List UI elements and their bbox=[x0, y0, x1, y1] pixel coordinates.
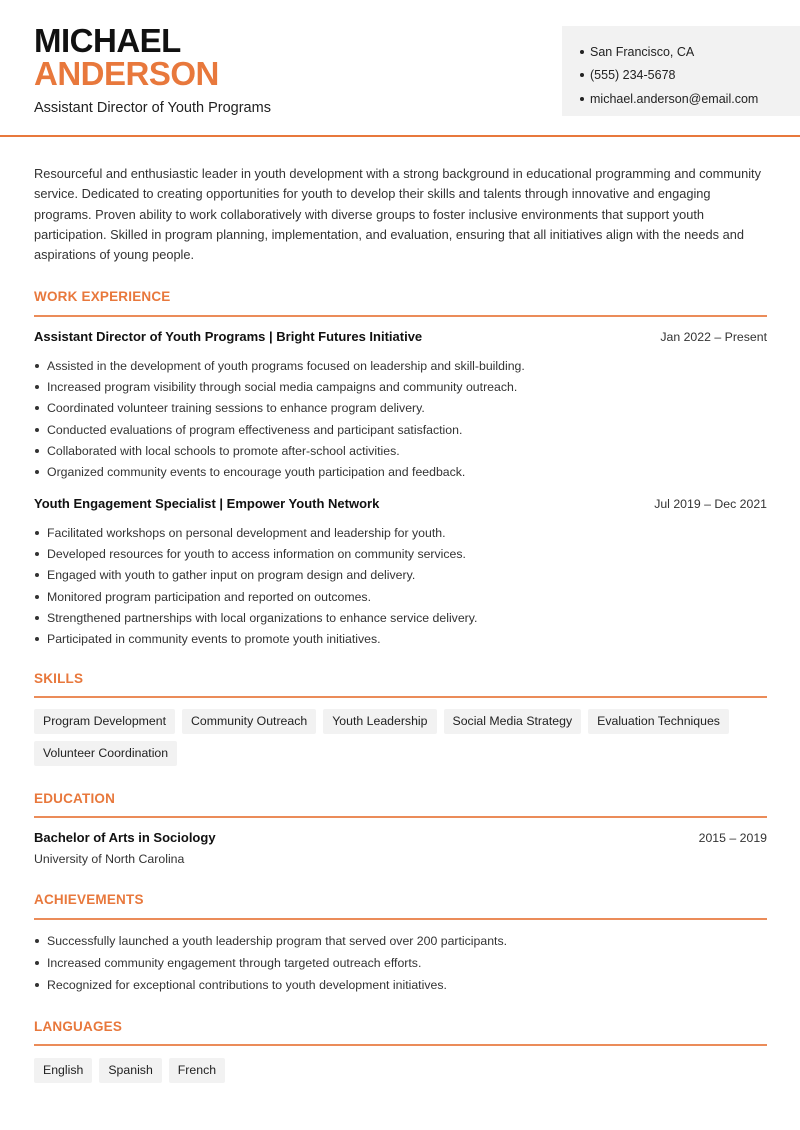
section-title-education: EDUCATION bbox=[34, 791, 116, 806]
job-bullets bbox=[34, 522, 767, 650]
contact-location: San Francisco, CA bbox=[580, 40, 800, 64]
contact-phone: (555) 234-5678 bbox=[580, 64, 800, 88]
bullet-icon bbox=[35, 939, 39, 943]
job-entry-date: Jul 2019 – Dec 2021 bbox=[654, 497, 767, 511]
list-item: Facilitated workshops on personal development and leadership for youth. bbox=[34, 522, 767, 543]
list-item: Monitored program participation and reported on outcomes. bbox=[34, 586, 767, 607]
bullet-icon bbox=[35, 616, 39, 620]
bullet-icon bbox=[35, 595, 39, 599]
list-item: Collaborated with local schools to promote after-school activities. bbox=[34, 440, 767, 461]
skill-tag: Volunteer Coordination bbox=[34, 741, 177, 766]
skill-tag: Evaluation Techniques bbox=[588, 709, 729, 734]
section-title-work: WORK EXPERIENCE bbox=[34, 289, 171, 304]
degree-title: Bachelor of Arts in Sociology bbox=[34, 830, 216, 845]
job-entry-title: Youth Engagement Specialist | Empower Youth Network bbox=[34, 496, 380, 511]
skill-tag: Youth Leadership bbox=[323, 709, 436, 734]
school-name: University of North Carolina bbox=[34, 852, 185, 866]
job-entry bbox=[34, 329, 767, 483]
section-title-achievements: ACHIEVEMENTS bbox=[34, 892, 144, 907]
bullet-icon bbox=[35, 983, 39, 987]
bullet-icon bbox=[35, 428, 39, 432]
section-divider bbox=[34, 696, 767, 698]
education-entry bbox=[34, 830, 767, 866]
contact-box bbox=[562, 26, 800, 116]
achievements-list bbox=[34, 930, 767, 996]
summary-paragraph: Resourceful and enthusiastic leader in youth development with a strong background in educational programming and community service. Dedicated to creating opportunities for youth to develop their skills and talents through innovative and engaging programs. Proven ability to work collaboratively with diverse groups to foster inclusive environments that support youth participation. Skilled in program planning, implementation, and evaluation, ensuring that all initiatives align with the needs and aspirations of young people. bbox=[34, 166, 761, 263]
bullet-icon bbox=[35, 531, 39, 535]
list-item: Increased program visibility through social media campaigns and community outreach. bbox=[34, 376, 767, 397]
first-name: MICHAEL bbox=[34, 22, 181, 59]
job-entry bbox=[34, 496, 767, 650]
list-item: Conducted evaluations of program effectiveness and participant satisfaction. bbox=[34, 419, 767, 440]
skills-list bbox=[34, 709, 767, 766]
bullet-icon bbox=[580, 97, 584, 101]
bullet-icon bbox=[580, 50, 584, 54]
section-divider bbox=[34, 315, 767, 317]
skill-tag: Community Outreach bbox=[182, 709, 316, 734]
job-entry-title: Assistant Director of Youth Programs | Bright Futures Initiative bbox=[34, 329, 423, 344]
list-item: Strengthened partnerships with local organizations to enhance service delivery. bbox=[34, 607, 767, 628]
job-title: Assistant Director of Youth Programs bbox=[34, 100, 271, 116]
list-item: Organized community events to encourage youth participation and feedback. bbox=[34, 461, 767, 482]
bullet-icon bbox=[35, 573, 39, 577]
bullet-icon bbox=[35, 406, 39, 410]
bullet-icon bbox=[35, 364, 39, 368]
job-entry-date: Jan 2022 – Present bbox=[660, 330, 767, 344]
section-title-skills: SKILLS bbox=[34, 671, 84, 686]
bullet-icon bbox=[35, 449, 39, 453]
list-item: Developed resources for youth to access information on community services. bbox=[34, 543, 767, 564]
language-tag: French bbox=[169, 1058, 225, 1083]
bullet-icon bbox=[35, 385, 39, 389]
section-divider bbox=[34, 918, 767, 920]
job-bullets bbox=[34, 355, 767, 483]
last-name: ANDERSON bbox=[34, 55, 219, 92]
education-date: 2015 – 2019 bbox=[698, 831, 767, 845]
bullet-icon bbox=[35, 470, 39, 474]
list-item: Engaged with youth to gather input on program design and delivery. bbox=[34, 565, 767, 586]
section-title-languages: LANGUAGES bbox=[34, 1019, 123, 1034]
section-divider bbox=[34, 1044, 767, 1046]
candidate-name bbox=[34, 24, 219, 90]
list-item: Recognized for exceptional contributions to youth development initiatives. bbox=[34, 974, 767, 996]
list-item: Increased community engagement through targeted outreach efforts. bbox=[34, 952, 767, 974]
bullet-icon bbox=[35, 961, 39, 965]
skill-tag: Program Development bbox=[34, 709, 175, 734]
skill-tag: Social Media Strategy bbox=[444, 709, 582, 734]
bullet-icon bbox=[35, 552, 39, 556]
resume-header bbox=[0, 0, 800, 137]
bullet-icon bbox=[35, 637, 39, 641]
section-divider bbox=[34, 816, 767, 818]
contact-email: michael.anderson@email.com bbox=[580, 87, 800, 111]
languages-list bbox=[34, 1058, 767, 1083]
language-tag: English bbox=[34, 1058, 92, 1083]
list-item: Successfully launched a youth leadership program that served over 200 participants. bbox=[34, 930, 767, 952]
bullet-icon bbox=[580, 73, 584, 77]
list-item: Assisted in the development of youth programs focused on leadership and skill-building. bbox=[34, 355, 767, 376]
language-tag: Spanish bbox=[99, 1058, 161, 1083]
list-item: Coordinated volunteer training sessions to enhance program delivery. bbox=[34, 398, 767, 419]
list-item: Participated in community events to promote youth initiatives. bbox=[34, 628, 767, 649]
